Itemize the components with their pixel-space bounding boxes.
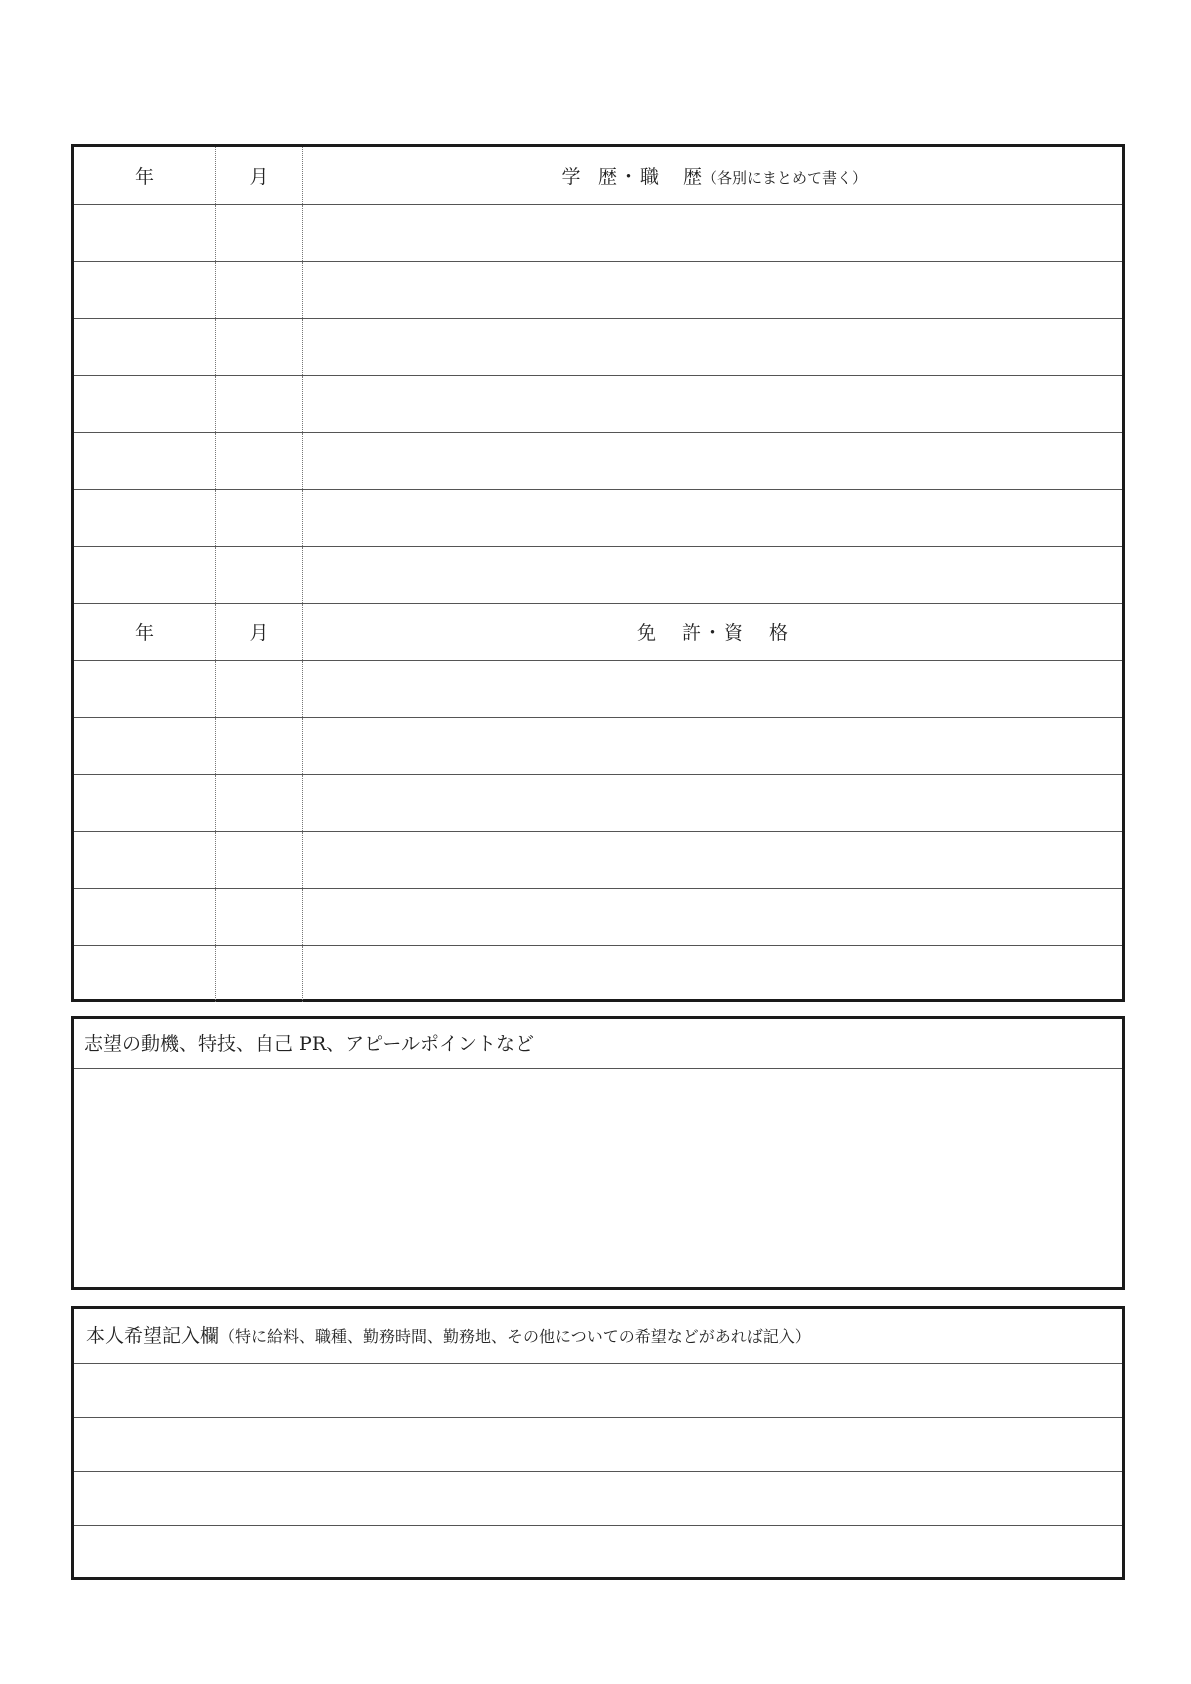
license-year-header: 年 bbox=[74, 603, 216, 660]
license-entry-row bbox=[74, 660, 1122, 717]
history-text-cell[interactable] bbox=[303, 375, 1123, 432]
month-cell[interactable] bbox=[216, 888, 303, 945]
month-cell[interactable] bbox=[216, 717, 303, 774]
year-cell[interactable] bbox=[74, 261, 216, 318]
history-title-char: 学 bbox=[561, 165, 581, 188]
month-cell[interactable] bbox=[216, 546, 303, 603]
license-entry-row bbox=[74, 831, 1122, 888]
history-entry-row bbox=[74, 489, 1122, 546]
wishes-title-note: （特に給料、職種、勤務時間、勤務地、その他についての希望などがあれば記入） bbox=[219, 1327, 811, 1346]
month-cell[interactable] bbox=[216, 432, 303, 489]
year-cell[interactable] bbox=[74, 717, 216, 774]
history-title-note: （各別にまとめて書く） bbox=[702, 168, 868, 187]
history-text-cell[interactable] bbox=[303, 432, 1123, 489]
month-cell[interactable] bbox=[216, 489, 303, 546]
history-license-table bbox=[71, 144, 1125, 1002]
history-month-header: 月 bbox=[216, 147, 303, 204]
history-title-header: 学 歴 ・ 職 歴（各別にまとめて書く） bbox=[303, 147, 1123, 204]
license-entry-row bbox=[74, 774, 1122, 831]
year-cell[interactable] bbox=[74, 318, 216, 375]
wishes-title bbox=[74, 1309, 1122, 1363]
history-text-cell[interactable] bbox=[303, 261, 1123, 318]
history-title-char: 歴 bbox=[597, 165, 617, 188]
license-month-header: 月 bbox=[216, 603, 303, 660]
history-text-cell[interactable] bbox=[303, 546, 1123, 603]
history-title-char: 歴 bbox=[683, 165, 703, 188]
history-entry-row bbox=[74, 375, 1122, 432]
history-grid bbox=[74, 147, 1122, 1002]
year-cell[interactable] bbox=[74, 204, 216, 261]
license-title-char: 許 bbox=[681, 622, 701, 644]
license-text-cell[interactable] bbox=[303, 888, 1123, 945]
year-cell[interactable] bbox=[74, 546, 216, 603]
year-cell[interactable] bbox=[74, 831, 216, 888]
history-entry-row bbox=[74, 318, 1122, 375]
wishes-line[interactable] bbox=[74, 1417, 1122, 1471]
license-title-char: 免 bbox=[636, 622, 656, 644]
license-text-cell[interactable] bbox=[303, 660, 1123, 717]
history-title-char: 職 bbox=[639, 165, 659, 188]
history-entry-row bbox=[74, 204, 1122, 261]
wishes-box bbox=[71, 1306, 1125, 1580]
month-cell[interactable] bbox=[216, 261, 303, 318]
month-cell[interactable] bbox=[216, 375, 303, 432]
motivation-box bbox=[71, 1016, 1125, 1290]
wishes-line[interactable] bbox=[74, 1363, 1122, 1417]
year-cell[interactable] bbox=[74, 432, 216, 489]
year-cell[interactable] bbox=[74, 774, 216, 831]
year-cell[interactable] bbox=[74, 945, 216, 1002]
wishes-line[interactable] bbox=[74, 1525, 1122, 1581]
year-cell[interactable] bbox=[74, 660, 216, 717]
license-title-header: 免 許 ・ 資 格 bbox=[303, 603, 1123, 660]
history-text-cell[interactable] bbox=[303, 204, 1123, 261]
history-text-cell[interactable] bbox=[303, 318, 1123, 375]
month-cell[interactable] bbox=[216, 774, 303, 831]
history-text-cell[interactable] bbox=[303, 489, 1123, 546]
month-cell[interactable] bbox=[216, 831, 303, 888]
license-entry-row bbox=[74, 888, 1122, 945]
motivation-text-area[interactable] bbox=[74, 1069, 1122, 1287]
license-title-char: 格 bbox=[769, 622, 789, 644]
history-year-header: 年 bbox=[74, 147, 216, 204]
history-entry-row bbox=[74, 432, 1122, 489]
year-cell[interactable] bbox=[74, 375, 216, 432]
history-header-row bbox=[74, 147, 1122, 204]
license-text-cell[interactable] bbox=[303, 831, 1123, 888]
license-header-row bbox=[74, 603, 1122, 660]
motivation-title: 志望の動機、特技、自己 PR、アピールポイントなど bbox=[74, 1019, 1122, 1069]
license-entry-row bbox=[74, 945, 1122, 1002]
month-cell[interactable] bbox=[216, 945, 303, 1002]
month-cell[interactable] bbox=[216, 204, 303, 261]
wishes-title-main: 本人希望記入欄 bbox=[86, 1325, 220, 1347]
history-entry-row bbox=[74, 546, 1122, 603]
license-text-cell[interactable] bbox=[303, 945, 1123, 1002]
license-text-cell[interactable] bbox=[303, 774, 1123, 831]
month-cell[interactable] bbox=[216, 318, 303, 375]
license-title-char: 資 bbox=[724, 622, 744, 644]
history-entry-row bbox=[74, 261, 1122, 318]
year-cell[interactable] bbox=[74, 489, 216, 546]
license-entry-row bbox=[74, 717, 1122, 774]
wishes-line[interactable] bbox=[74, 1471, 1122, 1525]
license-text-cell[interactable] bbox=[303, 717, 1123, 774]
month-cell[interactable] bbox=[216, 660, 303, 717]
year-cell[interactable] bbox=[74, 888, 216, 945]
